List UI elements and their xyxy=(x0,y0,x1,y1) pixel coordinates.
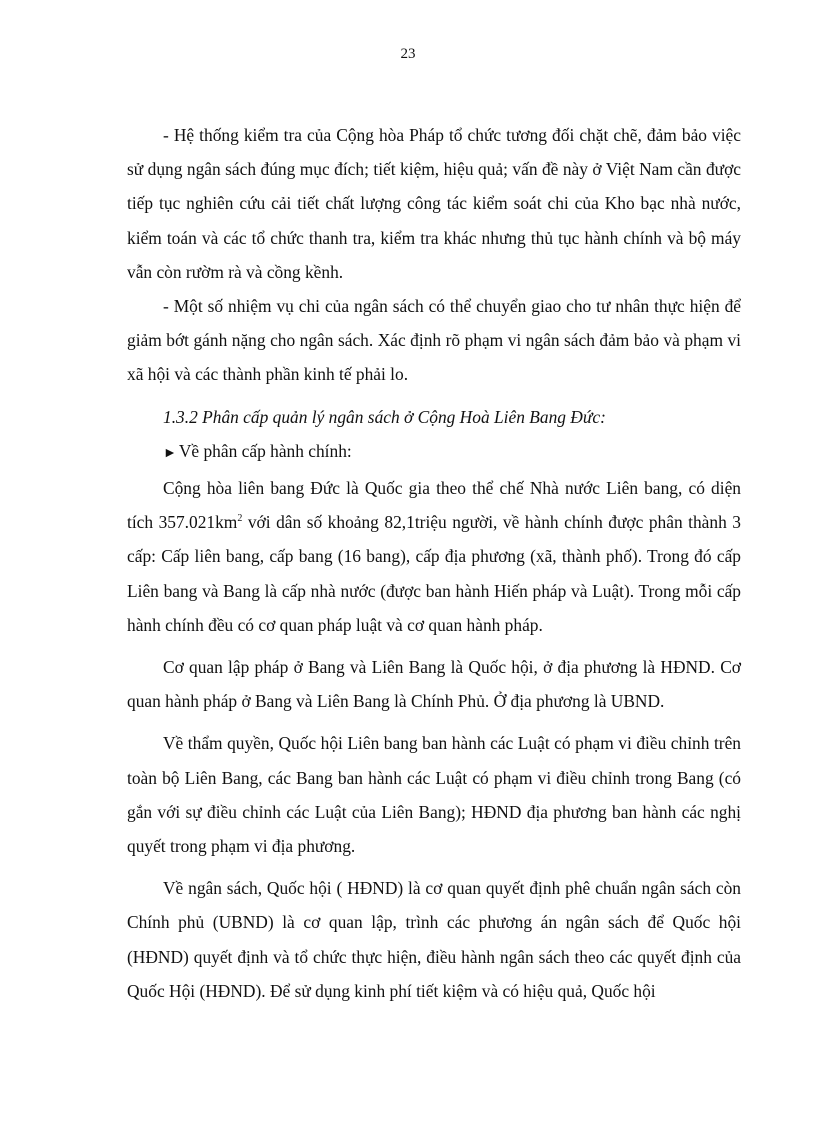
section-heading: 1.3.2 Phân cấp quản lý ngân sách ở Cộng Hoà Liên Bang Đức: xyxy=(163,406,606,427)
bullet-administrative xyxy=(127,434,741,471)
paragraph-private-transfer: - Một số nhiệm vụ chi của ngân sách có thể chuyển giao cho tư nhân thực hiện để giảm bớt gánh nặng cho ngân sách. Xác định rõ phạm vi ngân sách đảm bảo và phạm vi xã hội và các thành phần kinh tế phải lo. xyxy=(127,296,741,385)
triangle-bullet-icon: ► xyxy=(163,445,177,461)
page-number: 23 xyxy=(400,46,416,62)
paragraph-budget: Về ngân sách, Quốc hội ( HĐND) là cơ quan quyết định phê chuẩn ngân sách còn Chính phủ (UBND) là cơ quan lập, trình các phương án ngân sách để Quốc hội (HĐND) quyết định và tổ chức thực hiện, điều hành ngân sách theo các quyết định của Quốc Hội (HĐND). Để sử dụng kinh phí tiết kiệm và có hiệu quả, Quốc hội xyxy=(127,878,741,1001)
paragraph-legislative-bodies: Cơ quan lập pháp ở Bang và Liên Bang là Quốc hội, ở địa phương là HĐND. Cơ quan hành pháp ở Bang và Liên Bang là Chính Phủ. Ở địa phương là UBND. xyxy=(127,657,741,712)
paragraph-germany-overview xyxy=(127,471,741,642)
document-body xyxy=(127,118,741,1008)
superscript-two: 2 xyxy=(237,513,243,525)
paragraph-authority: Về thẩm quyền, Quốc hội Liên bang ban hành các Luật có phạm vi điều chỉnh trên toàn bộ Liên Bang, các Bang ban hành các Luật có phạm vi điều chỉnh trong Bang (có gắn với sự điều chỉnh các Luật của Liên Bang); HĐND địa phương ban hành các nghị quyết trong phạm vi địa phương. xyxy=(127,733,741,857)
bullet-label: Về phân cấp hành chính: xyxy=(178,440,352,461)
overview-text-start: Cộng hòa liên bang Đức là Quốc gia theo thể chế Nhà nước Liên bang, có diện tích 357.021km xyxy=(127,478,741,533)
paragraph-france-inspection: - Hệ thống kiểm tra của Cộng hòa Pháp tổ chức tương đối chặt chẽ, đảm bảo việc sử dụng ngân sách đúng mục đích; tiết kiệm, hiệu quả; vấn đề này ở Việt Nam cần được tiếp tục nghiên cứu cải tiết chất lượng công tác kiểm soát chi của Kho bạc nhà nước, kiểm toán và các tổ chức thanh tra, kiểm tra khác nhưng thủ tục hành chính và bộ máy vẫn còn rườm rà và cồng kềnh. xyxy=(127,125,741,282)
overview-text-end: với dân số khoảng 82,1triệu người, về hành chính được phân thành 3 cấp: Cấp liên bang, cấp bang (16 bang), cấp địa phương (xã, thành phố). Trong đó cấp Liên bang và Bang là cấp nhà nước (được ban hành Hiến pháp và Luật). Trong mỗi cấp hành chính đều có cơ quan pháp luật và cơ quan hành pháp. xyxy=(127,512,741,635)
